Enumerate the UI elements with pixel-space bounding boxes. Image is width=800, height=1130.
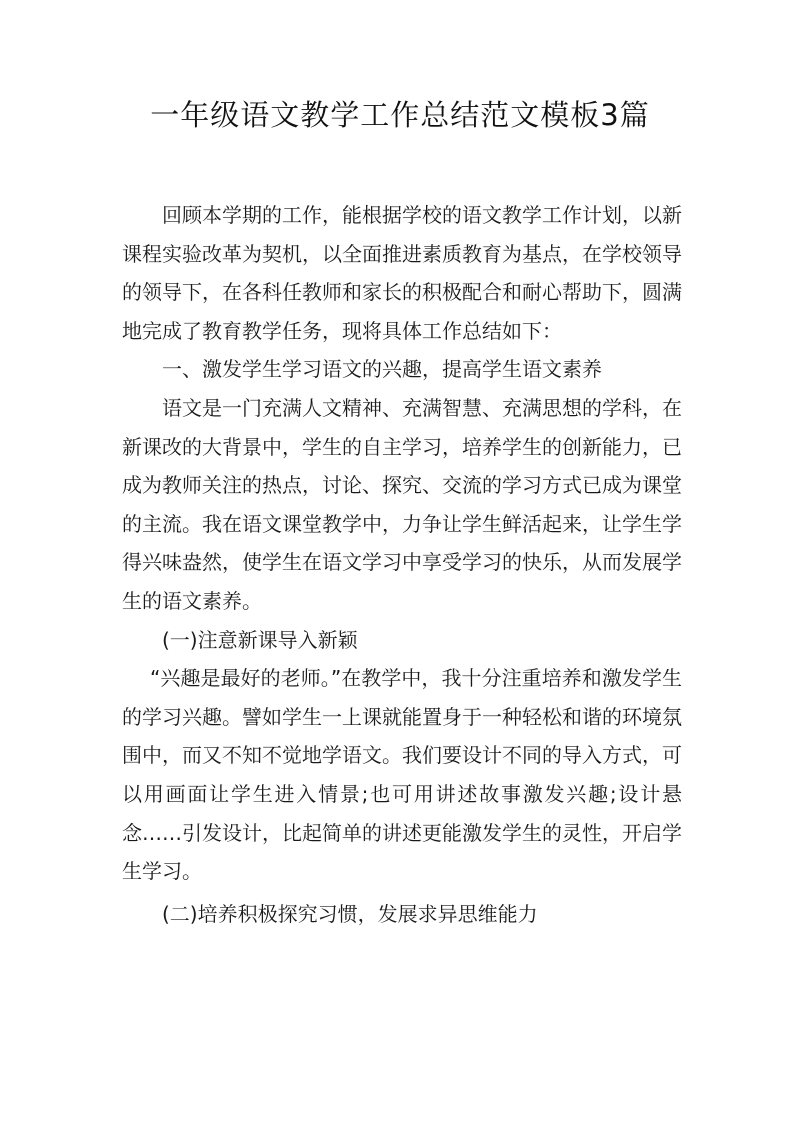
section-heading-1: 一、激发学生学习语文的兴趣，提高学生语文素养 xyxy=(162,357,602,382)
subheading-1: (一)注意新课导入新颖 xyxy=(162,627,358,652)
body-paragraph-1: 语文是一门充满人文精神、充满智慧、充满思想的学科，在新课改的大背景中，学生的自主学习，培养学生的创新能力，已成为教师关注的热点，讨论、探究、交流的学习方式已成为课堂的主流。我在语文课堂教学中，力争让学生鲜活起来，让学生学得兴味盎然，使学生在语文学习中享受学习的快乐，从而发展学生的语文素养。 xyxy=(122,395,682,613)
document-title: 一年级语文教学工作总结范文模板3篇 xyxy=(150,98,650,132)
intro-paragraph: 回顾本学期的工作，能根据学校的语文教学工作计划，以新课程实验改革为契机，以全面推进素质教育为基点，在学校领导的领导下，在各科任教师和家长的积极配合和耐心帮助下，圆满地完成了教育教学任务，现将具体工作总结如下： xyxy=(122,203,682,343)
subheading-2: (二)培养积极探究习惯，发展求异思维能力 xyxy=(162,901,538,926)
document-body xyxy=(122,196,682,933)
body-paragraph-2: “兴趣是最好的老师。”在教学中，我十分注重培养和激发学生的学习兴趣。譬如学生一上课就能置身于一种轻松和谐的环境氛围中，而又不知不觉地学语文。我们要设计不同的导入方式，可以用画面让学生进入情景;也可用讲述故事激发兴趣;设计悬念……引发设计，比起简单的讲述更能激发学生的灵性，开启学生学习。 xyxy=(122,666,682,884)
